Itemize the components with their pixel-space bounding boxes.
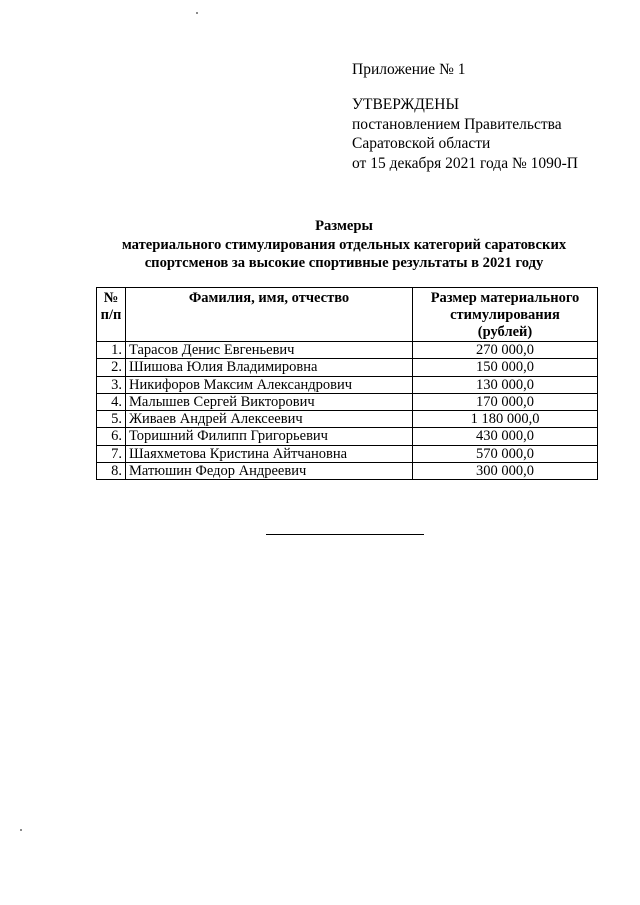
row-amount: 1 180 000,0 (413, 411, 598, 428)
row-number: 4. (97, 393, 126, 410)
annex-label: Приложение № 1 (352, 61, 466, 78)
table-row (97, 411, 598, 428)
row-number: 1. (97, 342, 126, 359)
row-amount: 570 000,0 (413, 445, 598, 462)
row-number: 6. (97, 428, 126, 445)
row-amount: 170 000,0 (413, 393, 598, 410)
approval-line: постановлением Правительства (352, 115, 562, 133)
row-name: Малышев Сергей Викторович (126, 393, 413, 410)
row-name: Шишова Юлия Владимировна (126, 359, 413, 376)
title-line: материального стимулирования отдельных категорий саратовских (121, 236, 567, 253)
scan-speck (196, 12, 198, 14)
scan-speck (20, 829, 22, 831)
row-name: Шаяхметова Кристина Айтчановна (126, 445, 413, 462)
row-number: 7. (97, 445, 126, 462)
table-header-row (97, 288, 598, 342)
row-number: 3. (97, 376, 126, 393)
approval-heading: УТВЕРЖДЕНЫ (352, 96, 459, 113)
closing-rule (266, 534, 424, 535)
row-number: 5. (97, 411, 126, 428)
row-amount: 150 000,0 (413, 359, 598, 376)
row-name: Тарасов Денис Евгеньевич (126, 342, 413, 359)
header-amount: Размер материального стимулирования (рублей) (413, 288, 598, 342)
table-row (97, 376, 598, 393)
row-amount: 300 000,0 (413, 463, 598, 480)
table-row (97, 342, 598, 359)
row-name: Никифоров Максим Александрович (126, 376, 413, 393)
approval-line: Саратовской области (352, 135, 491, 152)
row-number: 2. (97, 359, 126, 376)
header-num: № п/п (97, 288, 126, 342)
row-amount: 130 000,0 (413, 376, 598, 393)
approval-block (352, 95, 578, 173)
results-table (96, 287, 598, 480)
row-amount: 430 000,0 (413, 428, 598, 445)
table-row (97, 428, 598, 445)
row-amount: 270 000,0 (413, 342, 598, 359)
approval-date-line: от 15 декабря 2021 года № 1090-П (352, 154, 578, 172)
table-row (97, 393, 598, 410)
title-line: Размеры (315, 218, 373, 234)
table-row (97, 463, 598, 480)
table-row (97, 445, 598, 462)
header-name: Фамилия, имя, отчество (126, 288, 413, 342)
document-title (96, 217, 592, 273)
row-name: Матюшин Федор Андреевич (126, 463, 413, 480)
row-number: 8. (97, 463, 126, 480)
title-line: спортсменов за высокие спортивные результаты в 2021 году (144, 255, 544, 271)
row-name: Живаев Андрей Алексеевич (126, 411, 413, 428)
row-name: Торишний Филипп Григорьевич (126, 428, 413, 445)
table-row (97, 359, 598, 376)
